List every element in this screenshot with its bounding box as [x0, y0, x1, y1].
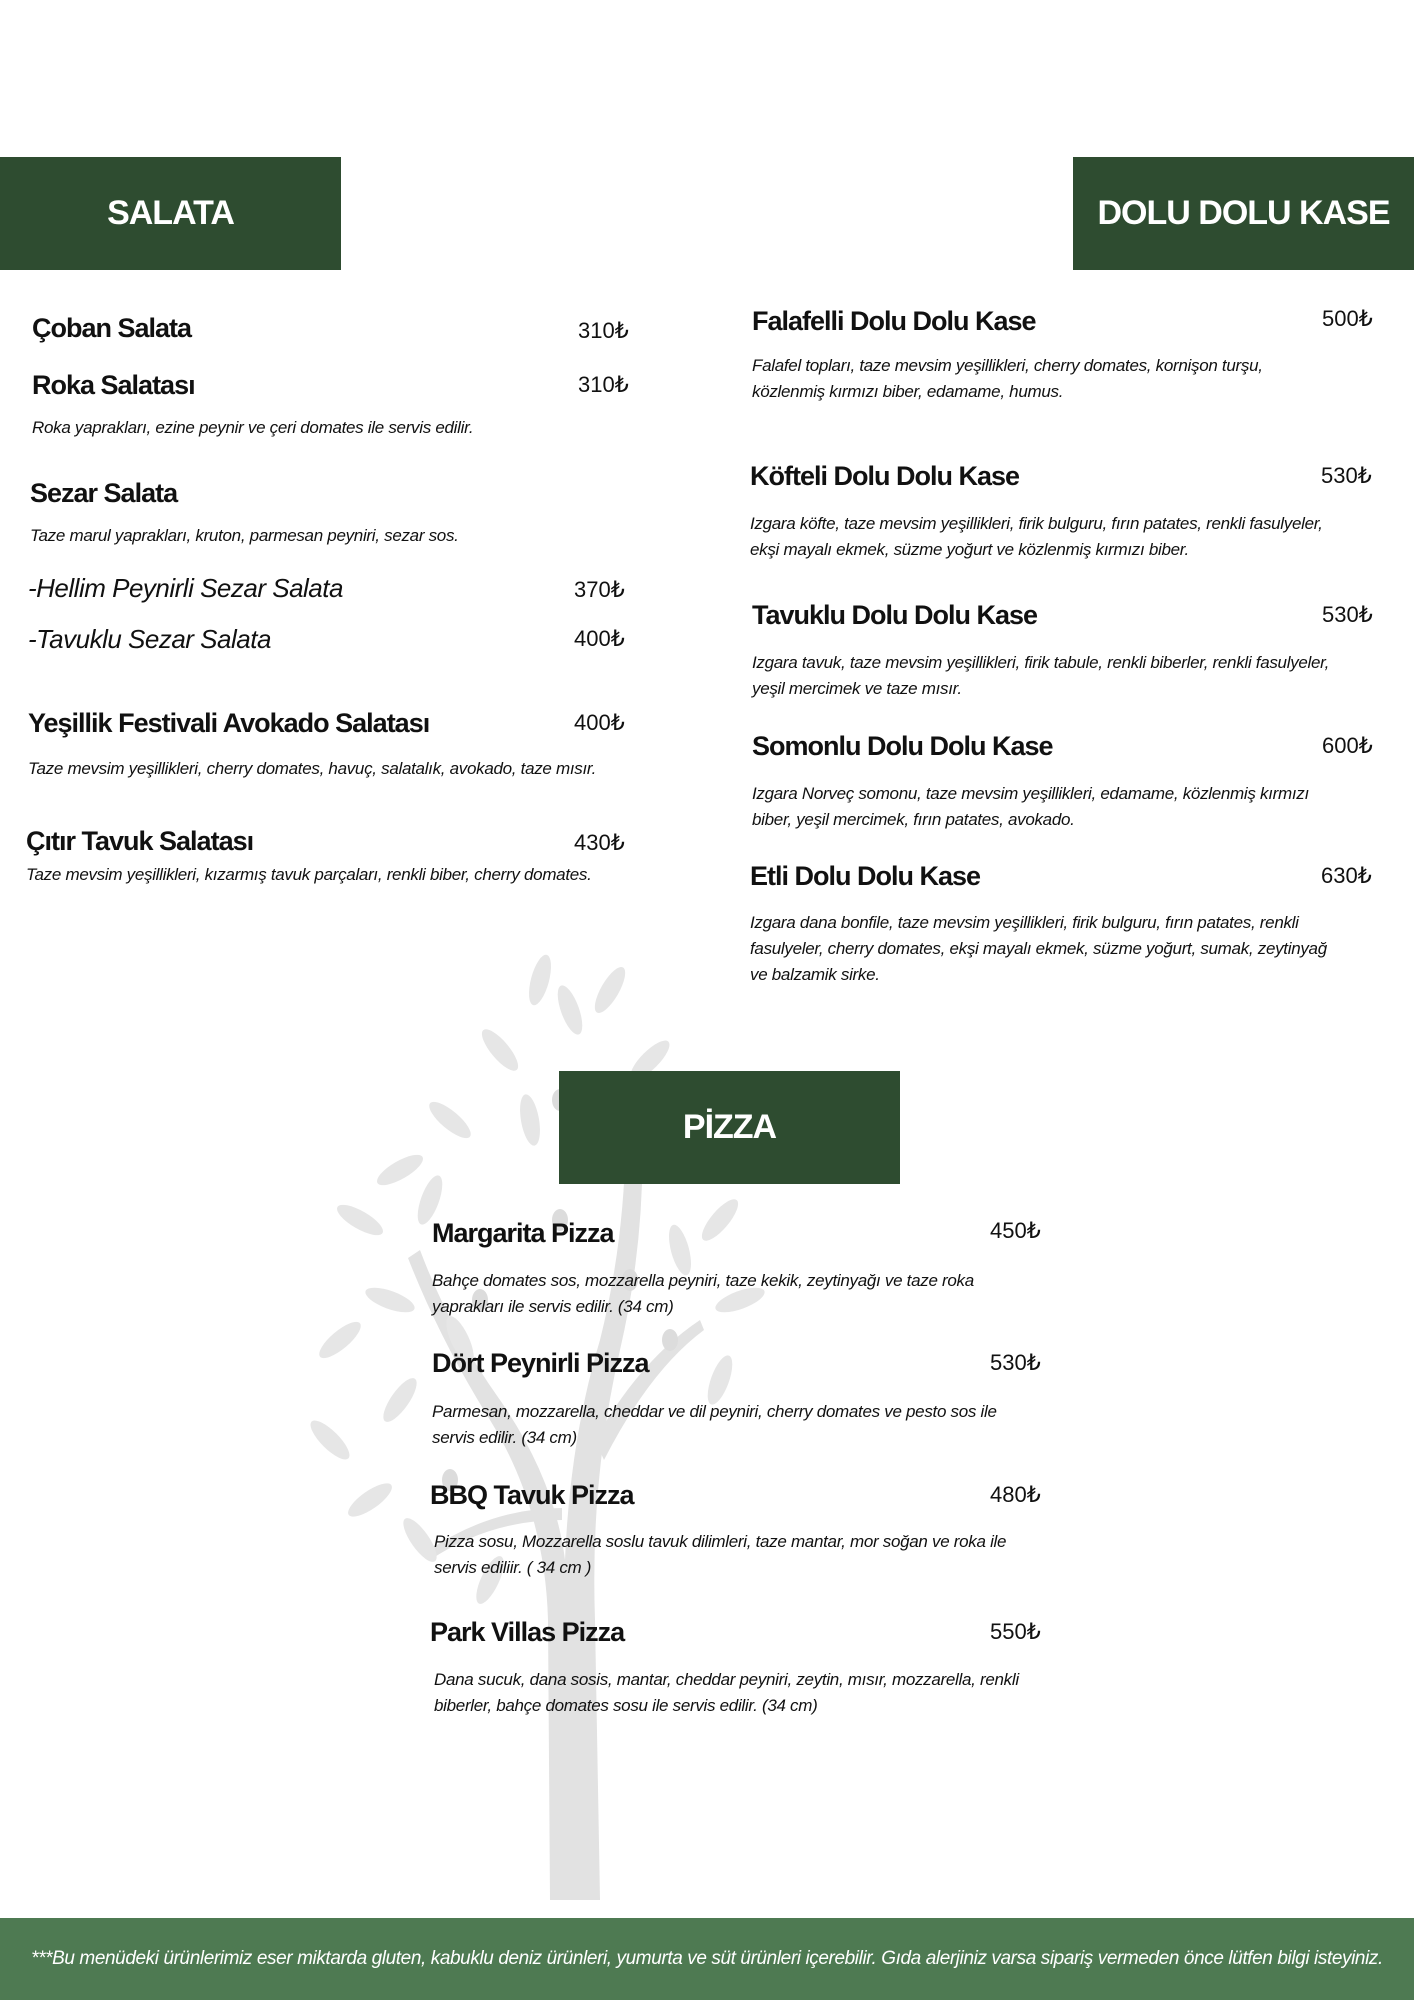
menu-item-avokado-salatasi — [28, 708, 648, 778]
item-description: Taze mevsim yeşillikleri, cherry domates, havuç, salatalık, avokado, taze mısır. — [28, 759, 597, 778]
item-name: Roka Salatası — [32, 370, 195, 400]
item-description: Izgara Norveç somonu, taze mevsim yeşillikleri, edamame, közlenmiş kırmızı biber, yeşil mercimek, fırın patates, avokado. — [752, 784, 1309, 829]
item-description: Dana sucuk, dana sosis, mantar, cheddar peyniri, zeytin, mısır, mozzarella, renkli biberler, bahçe domates sosu ile servis edilir. (34 cm) — [434, 1670, 1019, 1715]
item-name: Sezar Salata — [30, 478, 178, 508]
menu-item-citir-tavuk-salatasi — [26, 826, 646, 896]
item-price: 530₺ — [1321, 463, 1372, 488]
menu-item-roka-salatasi — [32, 370, 632, 440]
item-description: Izgara dana bonfile, taze mevsim yeşillikleri, firik bulguru, fırın patates, renkli fasulyeler, cherry domates, ekşi mayalı ekmek, süzme yoğurt, sumak, zeytinyağ ve balzamik sirke. — [750, 913, 1327, 984]
item-description: Izgara tavuk, taze mevsim yeşillikleri, firik tabule, renkli biberler, renkli fasulyeler, yeşil mercimek ve taze mısır. — [752, 653, 1330, 698]
section-banner-kase: DOLU DOLU KASE — [1073, 157, 1414, 270]
item-price: 500₺ — [1322, 306, 1373, 331]
item-name: Köfteli Dolu Dolu Kase — [750, 461, 1020, 491]
menu-item-kofteli-kase — [750, 461, 1370, 561]
menu-item-somonlu-kase — [752, 731, 1372, 831]
menu-item-sezar-salata — [30, 478, 630, 548]
menu-item-etli-kase — [750, 861, 1370, 991]
item-price: 530₺ — [1322, 602, 1373, 627]
item-name: -Hellim Peynirli Sezar Salata — [28, 573, 343, 603]
item-price: 400₺ — [574, 710, 625, 735]
item-price: 430₺ — [574, 830, 625, 855]
item-description: Taze marul yaprakları, kruton, parmesan peyniri, sezar sos. — [30, 526, 459, 545]
item-price: 600₺ — [1322, 733, 1373, 758]
item-price: 450₺ — [990, 1218, 1041, 1243]
section-banner-salata: SALATA — [0, 157, 341, 270]
item-name: Çıtır Tavuk Salatası — [26, 826, 254, 856]
item-description: Roka yaprakları, ezine peynir ve çeri domates ile servis edilir. — [32, 418, 474, 437]
section-banner-pizza: PİZZA — [559, 1071, 900, 1184]
item-name: BBQ Tavuk Pizza — [430, 1480, 634, 1510]
item-name: Etli Dolu Dolu Kase — [750, 861, 981, 891]
item-name: -Tavuklu Sezar Salata — [28, 624, 271, 654]
item-name: Margarita Pizza — [432, 1218, 614, 1248]
menu-item-coban-salata — [32, 313, 632, 353]
item-name: Yeşillik Festivali Avokado Salatası — [28, 708, 430, 738]
item-description: Pizza sosu, Mozzarella soslu tavuk dilimleri, taze mantar, mor soğan ve roka ile servis ediliir. ( 34 cm ) — [434, 1532, 1007, 1577]
item-description: Bahçe domates sos, mozzarella peyniri, taze kekik, zeytinyağı ve taze roka yaprakları ile servis edilir. (34 cm) — [432, 1271, 974, 1316]
menu-item-park-villas-pizza — [430, 1617, 1040, 1717]
item-price: 310₺ — [578, 372, 629, 397]
item-price: 480₺ — [990, 1482, 1041, 1507]
item-name: Çoban Salata — [32, 313, 192, 343]
item-description: Falafel topları, taze mevsim yeşillikleri, cherry domates, kornişon turşu, közlenmiş kırmızı biber, edamame, humus. — [752, 356, 1263, 401]
item-name: Dört Peynirli Pizza — [432, 1348, 649, 1378]
item-price: 550₺ — [990, 1619, 1041, 1644]
menu-item-tavuklu-sezar — [28, 624, 628, 660]
menu-item-hellim-sezar — [28, 573, 628, 609]
item-price: 530₺ — [990, 1350, 1041, 1375]
menu-item-tavuklu-kase — [752, 600, 1372, 700]
item-name: Falafelli Dolu Dolu Kase — [752, 306, 1036, 336]
item-name: Park Villas Pizza — [430, 1617, 625, 1647]
item-price: 370₺ — [574, 577, 625, 602]
item-name: Tavuklu Dolu Dolu Kase — [752, 600, 1038, 630]
item-name: Somonlu Dolu Dolu Kase — [752, 731, 1053, 761]
menu-item-dort-peynirli-pizza — [432, 1348, 1042, 1448]
menu-item-falafelli-kase — [752, 306, 1372, 406]
item-price: 630₺ — [1321, 863, 1372, 888]
item-price: 310₺ — [578, 318, 629, 343]
item-description: Parmesan, mozzarella, cheddar ve dil peyniri, cherry domates ve pesto sos ile servis edilir. (34 cm) — [432, 1402, 997, 1447]
allergen-notice: ***Bu menüdeki ürünlerimiz eser miktarda gluten, kabuklu deniz ürünleri, yumurta ve süt ürünleri içerebilir. Gıda alerjiniz varsa sipariş vermeden önce lütfen bilgi isteyiniz. — [0, 1918, 1414, 2000]
menu-item-bbq-tavuk-pizza — [430, 1480, 1040, 1580]
item-description: Taze mevsim yeşillikleri, kızarmış tavuk parçaları, renkli biber, cherry domates. — [26, 865, 592, 884]
item-description: Izgara köfte, taze mevsim yeşillikleri, firik bulguru, fırın patates, renkli fasulyeler, ekşi mayalı ekmek, süzme yoğurt ve közlenmiş kırmızı biber. — [750, 514, 1323, 559]
menu-item-margarita-pizza — [432, 1218, 1042, 1318]
item-price: 400₺ — [574, 626, 625, 651]
